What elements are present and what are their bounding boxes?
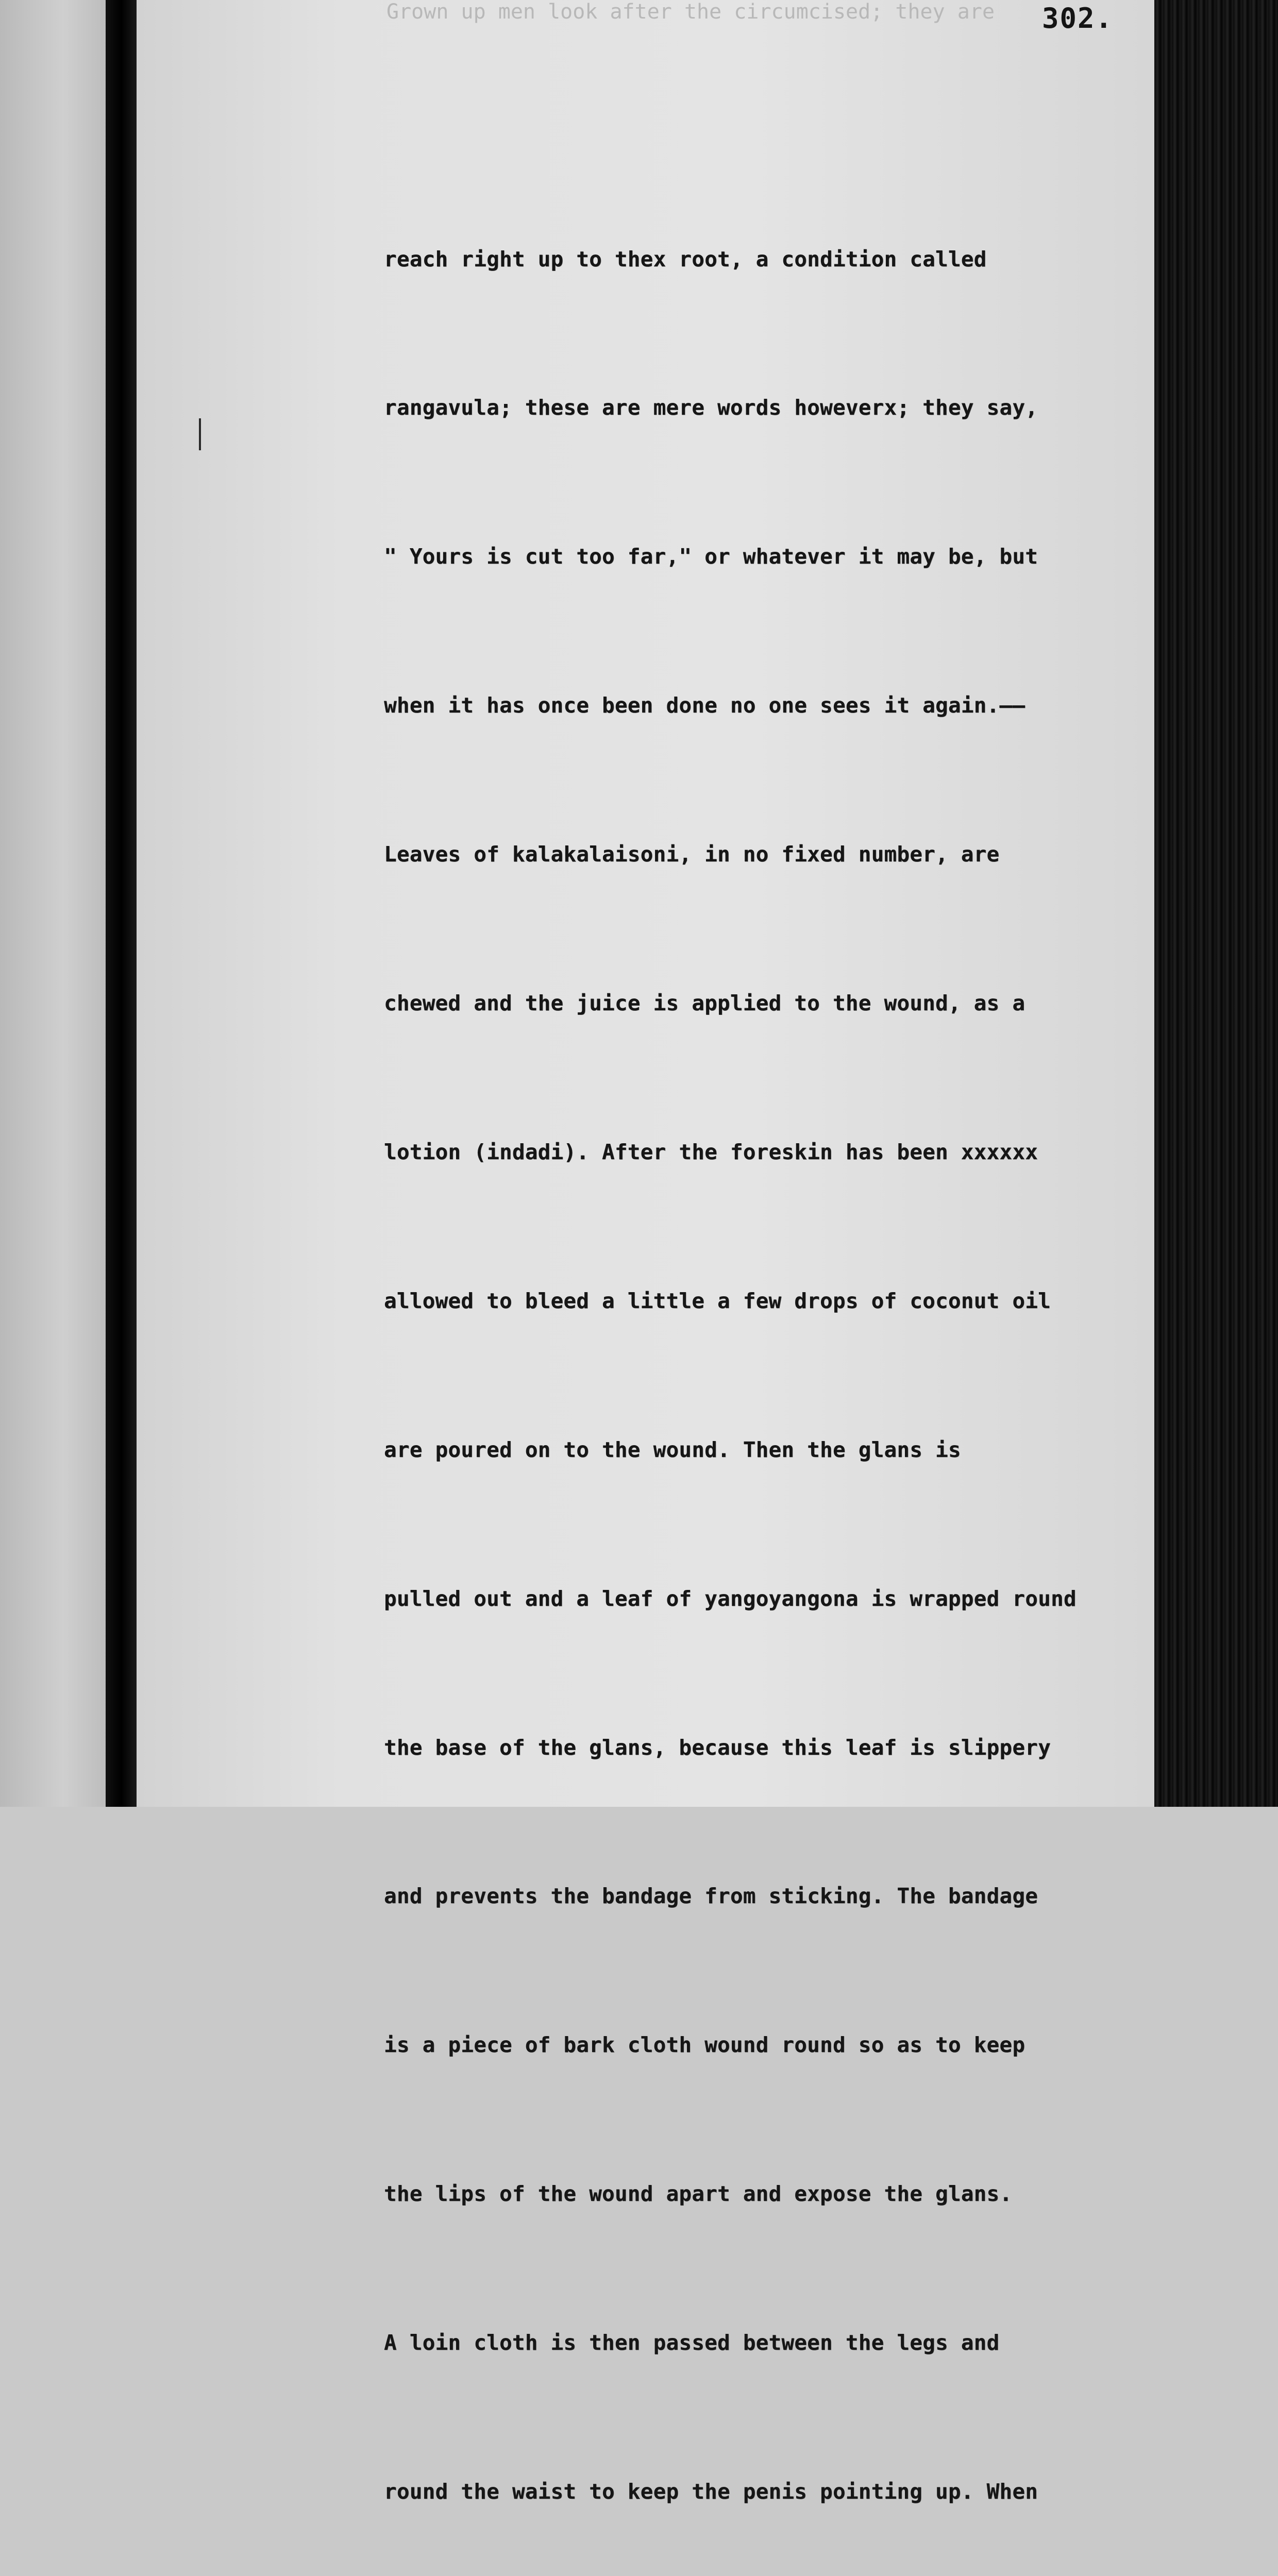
text-line: is a piece of bark cloth wound round so as to keep [384, 2032, 1025, 2058]
text-line: the lips of the wound apart and expose the glans. [384, 2181, 1013, 2207]
text-line: chewed and the juice is applied to the wound, as a [384, 991, 1025, 1016]
text-line: round the waist to keep the penis pointing up. When [384, 2479, 1038, 2504]
text-line: " Yours is cut too far," or whatever it may be, but [384, 544, 1038, 569]
text-line: lotion (indadi). After the foreskin has been xxxxxx [384, 1139, 1038, 1164]
body-text [384, 135, 1152, 2576]
text-line: the base of the glans, because this leaf is slippery [384, 1735, 1051, 1760]
text-line: pulled out and a leaf of yangoyangona is wrapped round [384, 1586, 1077, 1611]
margin-mark [199, 418, 201, 450]
scan-background-left [0, 0, 106, 1807]
text-line: rangavula; these are mere words howeverx; they say, [384, 395, 1038, 420]
text-line: and prevents the bandage from sticking. The bandage [384, 1884, 1038, 1909]
binding-edge [106, 0, 137, 1807]
text-line: allowed to bleed a little a few drops of coconut oil [384, 1288, 1051, 1313]
text-line: A loin cloth is then passed between the legs and [384, 2330, 1000, 2355]
text-line: when it has once been done no one sees it again.—— [384, 693, 1025, 718]
text-line: Leaves of kalakalaisoni, in no fixed number, are [384, 842, 1000, 867]
text-line: reach right up to thex root, a condition called [384, 246, 987, 272]
text-line: are poured on to the wound. Then the glans is [384, 1437, 961, 1462]
show-through-text: Grown up men look after the circumcised; they are [386, 0, 995, 24]
page-number: 302. [1042, 2, 1114, 35]
scan-background-right [1154, 0, 1278, 1807]
